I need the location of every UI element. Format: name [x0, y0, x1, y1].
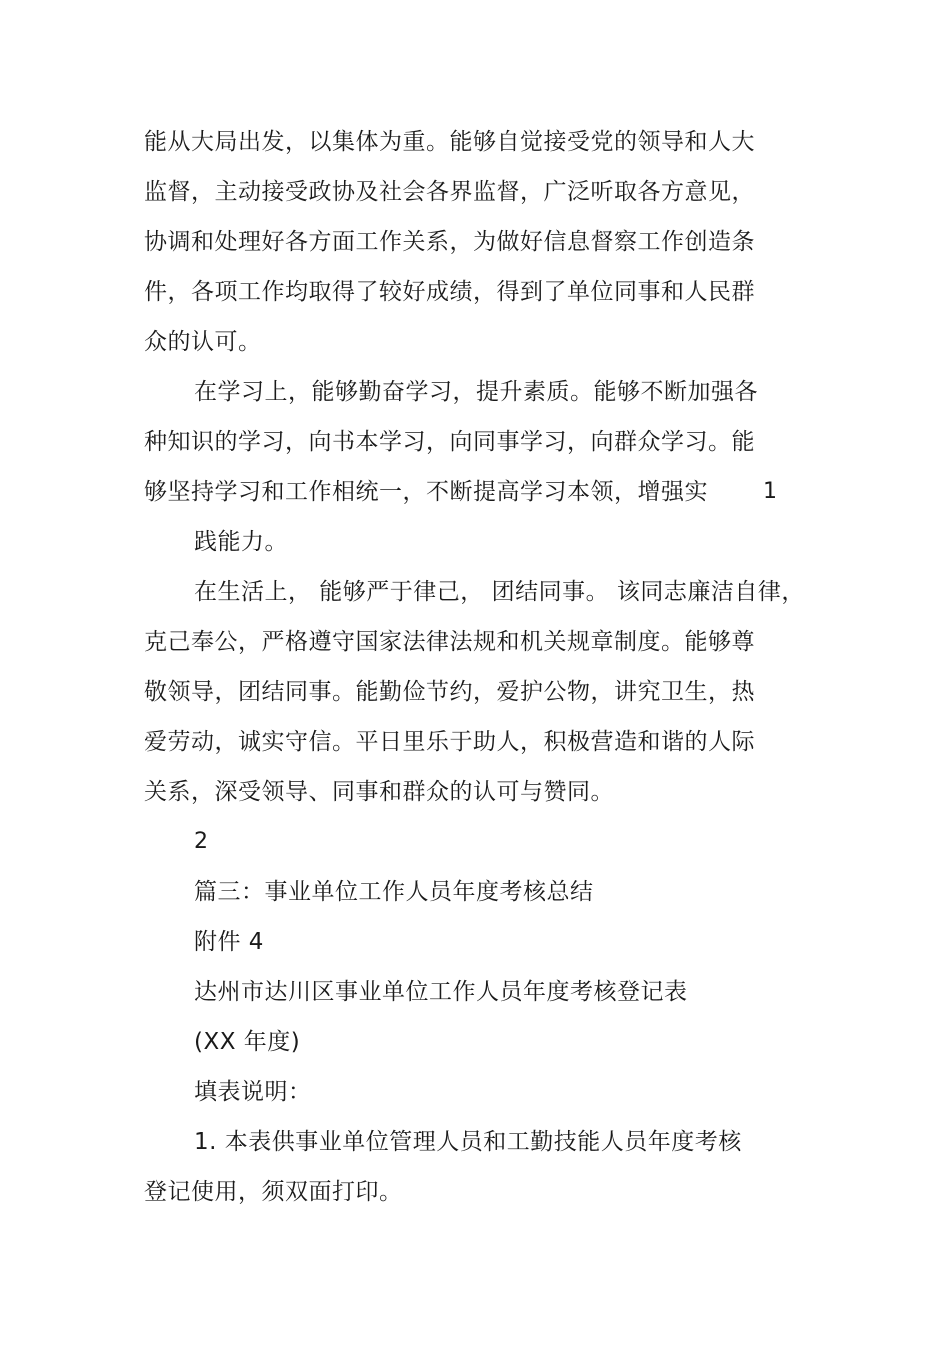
instruction-item: 1. 本表供事业单位管理人员和工勤技能人员年度考核	[194, 1129, 742, 1155]
text-line: 监督，主动接受政协及社会各界监督，广泛听取各方意见，	[144, 179, 755, 205]
form-year: (XX 年度)	[194, 1029, 301, 1055]
text-line: 能从大局出发，以集体为重。能够自觉接受党的领导和人大	[144, 129, 755, 155]
text-line: 在生活上， 能够严于律己， 团结同事。 该同志廉洁自律，	[194, 579, 805, 605]
text-line: 在学习上，能够勤奋学习，提升素质。能够不断加强各	[194, 379, 758, 405]
text-line: 件，各项工作均取得了较好成绩，得到了单位同事和人民群	[144, 279, 755, 305]
page-number: 2	[194, 829, 208, 854]
text-line: 敬领导，团结同事。能勤俭节约，爱护公物，讲究卫生，热	[144, 679, 755, 705]
text-line: 够坚持学习和工作相统一，不断提高学习本领，增强实	[144, 479, 708, 505]
instructions-heading: 填表说明：	[194, 1079, 312, 1105]
section-heading: 篇三：事业单位工作人员年度考核总结	[194, 879, 594, 905]
text-line: 克己奉公，严格遵守国家法律法规和机关规章制度。能够尊	[144, 629, 755, 655]
page-number: 1	[763, 479, 777, 504]
text-line: 种知识的学习，向书本学习，向同事学习，向群众学习。能	[144, 429, 755, 455]
instruction-item-continued: 登记使用，须双面打印。	[144, 1179, 403, 1205]
attachment-label: 附件 4	[194, 929, 264, 955]
text-line: 协调和处理好各方面工作关系，为做好信息督察工作创造条	[144, 229, 755, 255]
text-line: 践能力。	[194, 529, 288, 555]
text-line: 爱劳动，诚实守信。平日里乐于助人，积极营造和谐的人际	[144, 729, 755, 755]
text-line: 众的认可。	[144, 329, 262, 355]
form-title: 达州市达川区事业单位工作人员年度考核登记表	[194, 979, 688, 1005]
text-line: 关系，深受领导、同事和群众的认可与赞同。	[144, 779, 614, 805]
